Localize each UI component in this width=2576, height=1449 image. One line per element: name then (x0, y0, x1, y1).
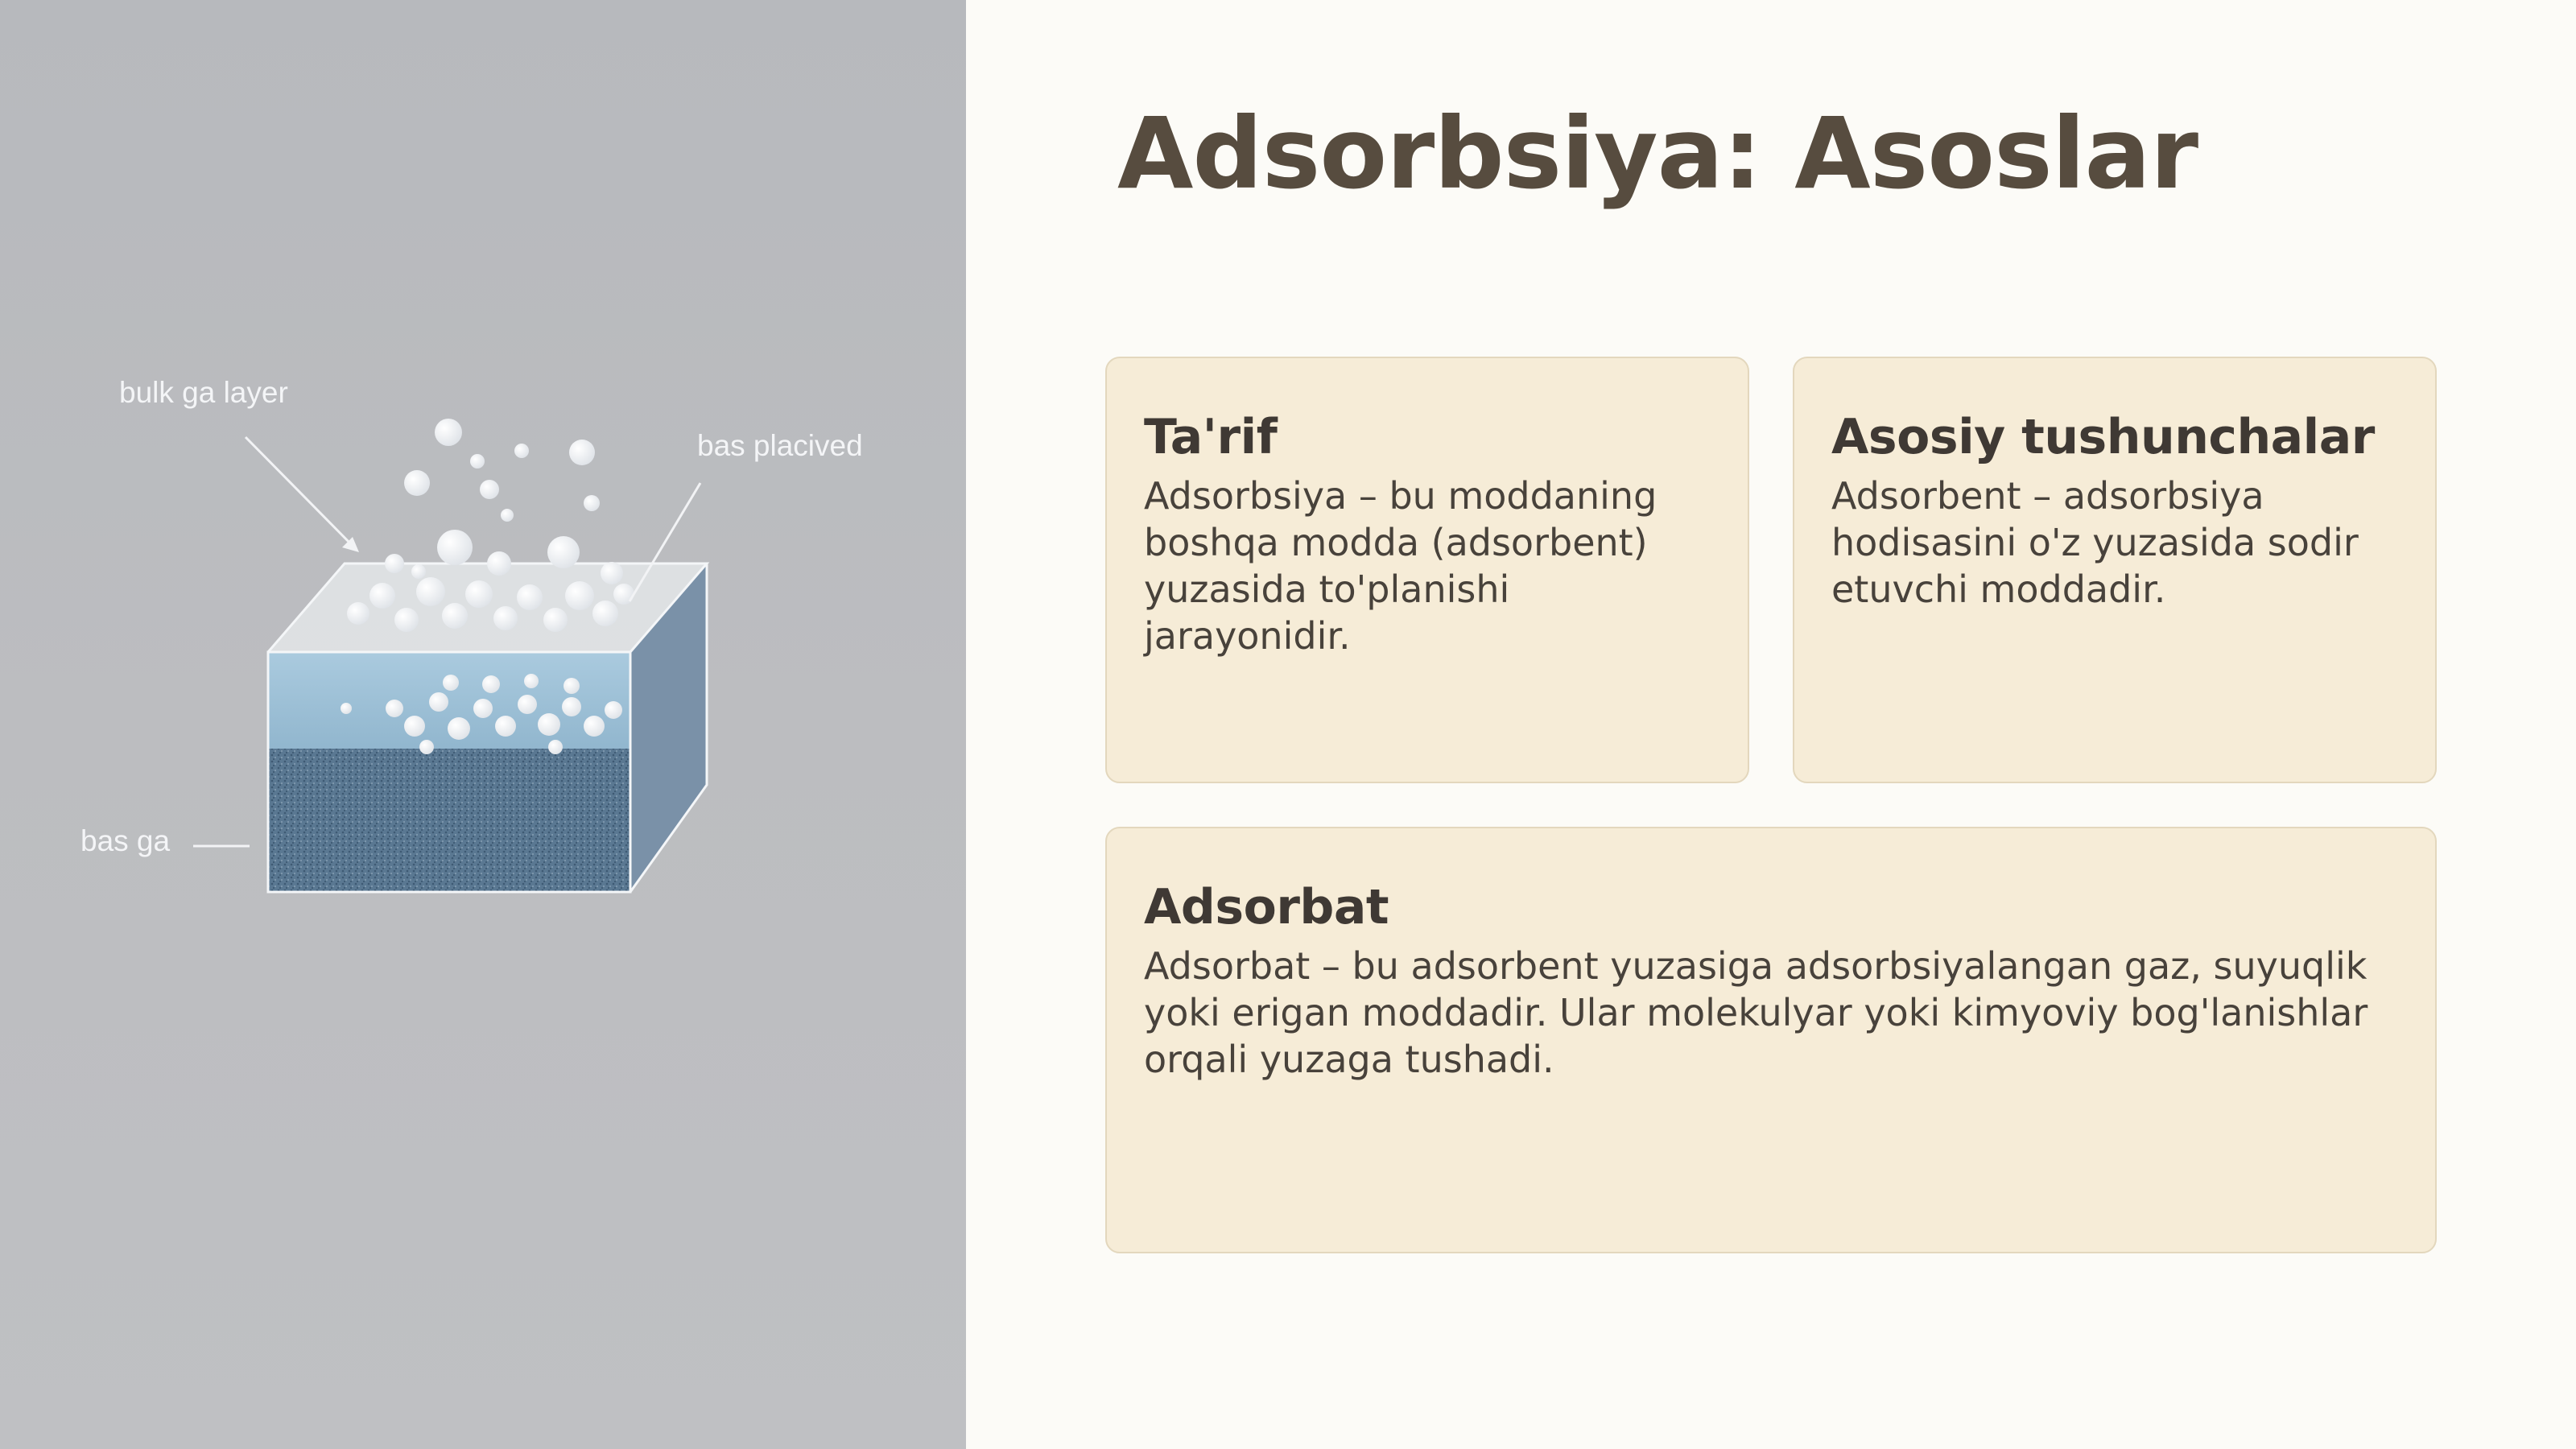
slide-title: Adsorbsiya: Asoslar (1117, 97, 2198, 211)
card-text: Adsorbent – adsorbsiya hodisasini o'z yuzasida sodir etuvchi moddadir. (1831, 474, 2359, 611)
card-title: Adsorbat (1144, 879, 1389, 935)
illustration-panel (0, 0, 966, 1449)
card-text: Adsorbat – bu adsorbent yuzasiga adsorbsiyalangan gaz, suyuqlik yoki erigan moddadir. Ular molekulyar yoki kimyoviy bog'lanishlar orqali yuzaga tushadi. (1144, 944, 2368, 1081)
card-title: Asosiy tushunchalar (1831, 409, 2375, 465)
adsorption-diagram (0, 0, 966, 1449)
label-bas-ga: bas ga (80, 824, 171, 857)
card-title: Ta'rif (1144, 409, 1278, 465)
adsorbent-solid (268, 749, 630, 892)
definition-card (1105, 357, 1749, 783)
label-bulk-gas-layer: bulk ga layer (119, 376, 288, 409)
content-panel (966, 0, 2576, 1449)
top-left-pointer (246, 437, 354, 547)
key-concepts-card (1793, 357, 2437, 783)
gas-bubbles (404, 419, 600, 522)
card-text: Adsorbsiya – bu moddaning boshqa modda (adsorbent) yuzasida to'planishi jarayonidir. (1144, 474, 1657, 658)
adsorbate-card (1105, 827, 2437, 1253)
label-bas-placived: bas placived (697, 429, 863, 462)
